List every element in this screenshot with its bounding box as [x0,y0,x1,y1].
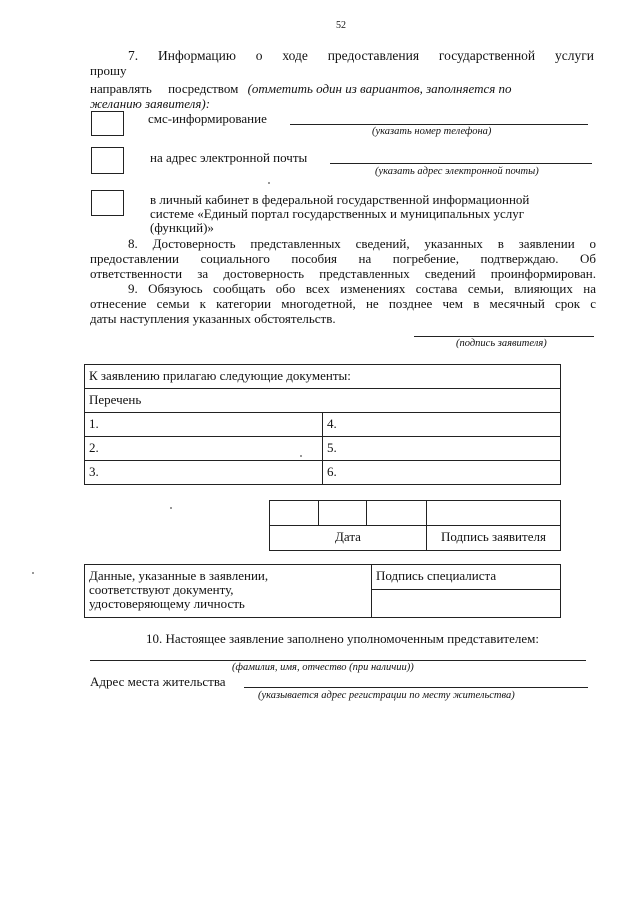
section8-line3: ответственности за достоверность представленных сведений проинформирован. [90,266,596,281]
section9-line3: даты наступления указанных обстоятельств. [90,311,336,326]
section7-line2: прошу [90,63,127,78]
email-address-hint: (указать адрес электронной почты) [375,166,539,177]
identity-text-line2: соответствуют документу, [89,582,234,597]
personal-cabinet-label-line1: в личный кабинет в федеральной государственной информационной [150,192,530,207]
section9-line2: отнесение семьи к категории многодетной, не позднее чем в месячный срок с [90,296,596,311]
section8-line2: предоставлении социального пособия на погребение, подтверждаю. Об [90,251,596,266]
address-hint: (указывается адрес регистрации по месту жительства) [258,690,515,701]
section10-text: 10. Настоящее заявление заполнено уполномоченным представителем: [146,631,539,646]
section7-line4-hint: желанию заявителя): [90,96,211,111]
applicant-signature-hint: (подпись заявителя) [456,338,547,349]
document-cell-1[interactable]: 1. [84,412,323,437]
section8-line1: 8. Достоверность представленных сведений, указанных в заявлении о [128,236,596,251]
section7-line3-hint: (отметить один из вариантов, заполняется по [247,81,512,96]
identity-text-line3: удостоверяющему личность [89,596,245,611]
scan-speck [32,572,34,574]
address-line[interactable] [244,687,588,688]
email-address-line[interactable] [330,163,592,164]
signature-label-cell [426,525,561,551]
date-label: Дата [335,529,361,544]
specialist-label-cell [371,564,561,590]
address-label: Адрес места жительства [90,674,226,689]
document-cell-2[interactable]: 2. [84,436,323,461]
sms-checkbox[interactable] [91,111,124,136]
email-option-label: на адрес электронной почты [150,150,308,165]
applicant-signature-cell[interactable] [426,500,561,526]
section7-line3 [90,81,598,96]
documents-table-header: К заявлению прилагаю следующие документы: [84,364,561,389]
phone-number-line[interactable] [290,124,588,125]
scan-speck [268,182,270,184]
email-checkbox[interactable] [91,147,124,174]
documents-table [84,364,561,485]
date-month-cell[interactable] [318,500,367,526]
date-year-cell[interactable] [366,500,427,526]
document-cell-6[interactable]: 6. [322,460,561,485]
phone-number-hint: (указать номер телефона) [372,126,492,137]
scan-speck [170,507,172,509]
date-day-cell[interactable] [269,500,319,526]
section9-line1: 9. Обязуюсь сообщать обо всех изменениях состава семьи, влияющих на [128,281,596,296]
specialist-signature-cell[interactable] [371,589,561,618]
identity-verification-cell [84,564,372,618]
scan-speck [300,455,302,457]
page-number: 52 [336,20,346,31]
applicant-signature-label: Подпись заявителя [441,529,546,544]
identity-text-line1: Данные, указанные в заявлении, [89,568,269,583]
personal-cabinet-label-line2: системе «Единый портал государственных и муниципальных услуг [150,206,525,221]
personal-cabinet-label-line3: (функций)» [150,220,214,235]
date-signature-table [269,500,561,551]
specialist-signature-label: Подпись специалиста [376,568,497,583]
representative-name-hint: (фамилия, имя, отчество (при наличии)) [232,662,414,673]
representative-name-line[interactable] [90,660,586,661]
document-cell-3[interactable]: 3. [84,460,323,485]
section7-line1: 7. Информацию о ходе предоставления государственной услуги [128,48,594,63]
sms-option-label: смс-информирование [148,111,267,126]
document-cell-4[interactable]: 4. [322,412,561,437]
documents-table-subheader: Перечень [84,388,561,413]
document-cell-5[interactable]: 5. [322,436,561,461]
personal-cabinet-checkbox[interactable] [91,190,124,216]
date-label-cell [269,525,427,551]
section7-line3-text: направлять посредством [90,81,239,96]
applicant-signature-line[interactable] [414,336,594,337]
specialist-table [84,564,561,618]
